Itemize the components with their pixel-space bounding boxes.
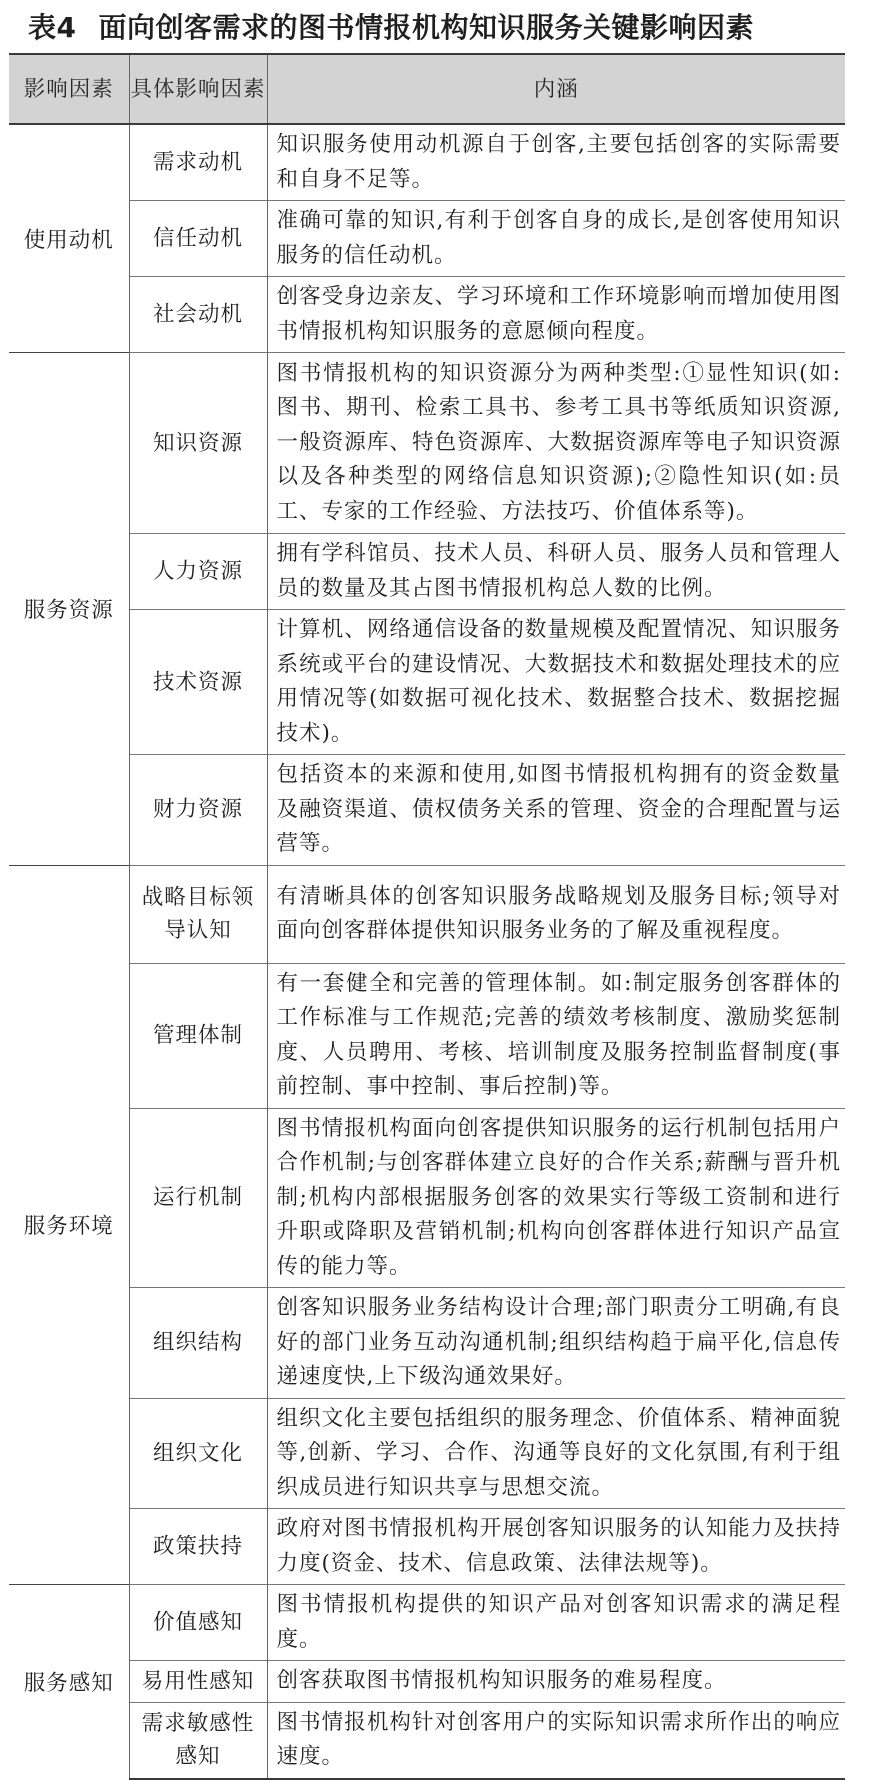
description-cell: 创客知识服务业务结构设计合理;部门职责分工明确,有良好的部门业务互动沟通机制;组织结构趋于扁平化,信息传递速度快,上下级沟通效果好。 [267,1288,845,1399]
factor-cell: 价值感知 [129,1585,267,1661]
description-cell: 创客获取图书情报机构知识服务的难易程度。 [267,1661,845,1703]
category-cell: 服务环境 [9,865,129,1585]
factor-cell: 需求动机 [129,124,267,201]
table-row [9,963,845,1108]
table-row [9,534,845,610]
category-cell: 服务感知 [9,1585,129,1779]
description-cell: 组织文化主要包括组织的服务理念、价值体系、精神面貌等,创新、学习、合作、沟通等良好的文化氛围,有利于组织成员进行知识共享与思想交流。 [267,1398,845,1509]
description-cell: 图书情报机构针对创客用户的实际知识需求所作出的响应速度。 [267,1702,845,1779]
table-row [9,277,845,353]
table-row [9,1398,845,1509]
description-cell: 包括资本的来源和使用,如图书情报机构拥有的资金数量及融资渠道、债权债务关系的管理、资金的合理配置与运营等。 [267,755,845,866]
table-row [9,1585,845,1661]
table-title: 面向创客需求的图书情报机构知识服务关键影响因素 [98,11,754,44]
table-row [9,1661,845,1703]
factor-cell: 运行机制 [129,1108,267,1288]
table-row [9,353,845,534]
factor-cell: 政策扶持 [129,1509,267,1585]
description-cell: 有清晰具体的创客知识服务战略规划及服务目标;领导对面向创客群体提供知识服务业务的了解及重视程度。 [267,865,845,963]
table-row [9,755,845,866]
factor-cell: 需求敏感性感知 [129,1702,267,1779]
header-row [9,54,845,124]
factor-cell: 财力资源 [129,755,267,866]
factor-cell: 社会动机 [129,277,267,353]
influence-factors-table [9,53,845,1780]
header-description: 内涵 [267,54,845,124]
factor-cell: 知识资源 [129,353,267,534]
category-cell: 服务资源 [9,353,129,866]
description-cell: 有一套健全和完善的管理体制。如:制定服务创客群体的工作标准与工作规范;完善的绩效考核制度、激励奖惩制度、人员聘用、考核、培训制度及服务控制监督制度(事前控制、事中控制、事后控制)等。 [267,963,845,1108]
factor-cell: 管理体制 [129,963,267,1108]
table-number: 表4 [28,11,77,44]
factor-cell: 易用性感知 [129,1661,267,1703]
factor-cell: 技术资源 [129,610,267,755]
description-cell: 图书情报机构的知识资源分为两种类型:①显性知识(如:图书、期刊、检索工具书、参考工具书等纸质知识资源,一般资源库、特色资源库、大数据资源库等电子知识资源以及各种类型的网络信息知识资源);②隐性知识(如:员工、专家的工作经验、方法技巧、价值体系等)。 [267,353,845,534]
description-cell: 准确可靠的知识,有利于创客自身的成长,是创客使用知识服务的信任动机。 [267,201,845,277]
category-cell: 使用动机 [23,228,114,253]
description-cell: 图书情报机构面向创客提供知识服务的运行机制包括用户合作机制;与创客群体建立良好的合作关系;薪酬与晋升机制;机构内部根据服务创客的效果实行等级工资制和进行升职或降职及营销机制;机构向创客群体进行知识产品宣传的能力等。 [267,1108,845,1288]
factor-cell: 组织结构 [129,1288,267,1399]
table-row [9,1108,845,1288]
table-caption [28,6,878,50]
header-factor: 具体影响因素 [129,54,267,124]
table-row [9,865,845,963]
table-row [9,124,845,201]
description-cell: 知识服务使用动机源自于创客,主要包括创客的实际需要和自身不足等。 [267,124,845,201]
table-row [9,1702,845,1779]
description-cell: 图书情报机构提供的知识产品对创客知识需求的满足程度。 [267,1585,845,1661]
factor-cell: 组织文化 [129,1398,267,1509]
table-row [9,201,845,277]
table-row [9,610,845,755]
factor-cell: 战略目标领导认知 [129,865,267,963]
description-cell: 拥有学科馆员、技术人员、科研人员、服务人员和管理人员的数量及其占图书情报机构总人数的比例。 [267,534,845,610]
factor-cell: 信任动机 [129,201,267,277]
factor-cell: 人力资源 [129,534,267,610]
table-row [9,1509,845,1585]
header-category: 影响因素 [9,54,129,124]
description-cell: 政府对图书情报机构开展创客知识服务的认知能力及扶持力度(资金、技术、信息政策、法律法规等)。 [267,1509,845,1585]
table-row [9,1288,845,1399]
description-cell: 计算机、网络通信设备的数量规模及配置情况、知识服务系统或平台的建设情况、大数据技术和数据处理技术的应用情况等(如数据可视化技术、数据整合技术、数据挖掘技术)。 [267,610,845,755]
description-cell: 创客受身边亲友、学习环境和工作环境影响而增加使用图书情报机构知识服务的意愿倾向程度。 [267,277,845,353]
